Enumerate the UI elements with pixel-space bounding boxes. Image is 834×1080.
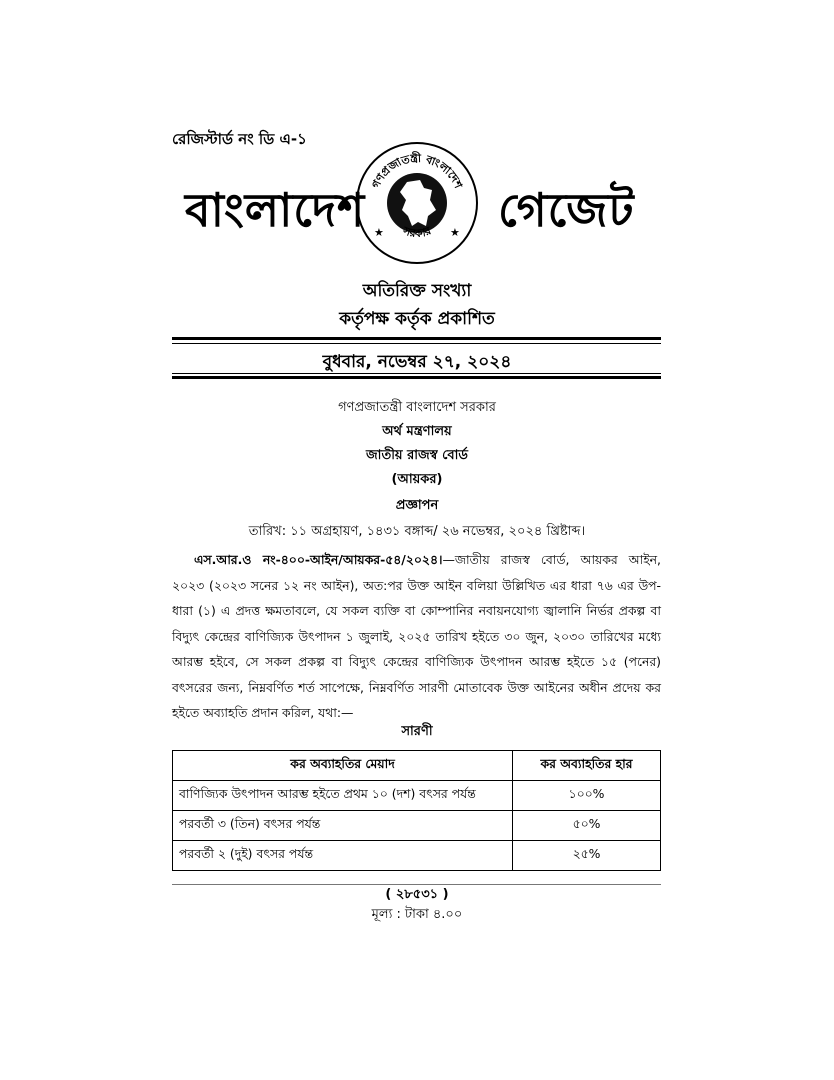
seal-star-icon: ★ [450,226,460,239]
gazette-title-right: গেজেট [498,183,635,237]
exemption-table [172,750,661,871]
notice-body [172,547,661,726]
table-row [173,811,661,841]
header-rule-bottom-thin [172,373,661,374]
table-cell-period: পরবর্তী ২ (দুই) বৎসর পর্যন্ত [173,841,513,871]
issue-date: বুধবার, নভেম্বর ২৭, ২০২৪ [322,352,512,372]
header-rule-bottom [172,376,661,379]
table-row [173,781,661,811]
table-cell-rate: ১০০% [513,781,661,811]
gazette-title-left: বাংলাদেশ [185,183,366,237]
header-rule-top-thin [172,343,661,344]
table-row [173,841,661,871]
board-name: জাতীয় রাজস্ব বোর্ড [366,448,468,463]
sro-number: এস.আর.ও নং-৪০০-আইন/আয়কর-৫৪/২০২৪। [194,552,443,567]
publisher-authority: কর্তৃপক্ষ কর্তৃক প্রকাশিত [339,309,495,329]
table-cell-period: পরবর্তী ৩ (তিন) বৎসর পর্যন্ত [173,811,513,841]
government-name: গণপ্রজাতন্ত্রী বাংলাদেশ সরকার [338,400,496,415]
header-rule-top [172,337,661,340]
notice-heading: প্রজ্ঞাপন [395,498,439,513]
government-seal-icon [354,140,480,266]
seal-star-icon: ★ [374,226,384,239]
extra-issue-label: অতিরিক্ত সংখ্যা [362,281,472,301]
table-caption: সারণী [401,724,433,739]
page-number: ( ২৮৫৩১ ) [385,887,449,902]
registration-number: রেজিস্টার্ড নং ডি এ-১ [172,130,307,148]
ministry-name: অর্থ মন্ত্রণালয় [382,424,452,439]
table-cell-period: বাণিজ্যিক উৎপাদন আরম্ভ হইতে প্রথম ১০ (দশ) বৎসর পর্যন্ত [173,781,513,811]
table-header-rate: কর অব্যাহতির হার [513,751,661,781]
table-cell-rate: ৫০% [513,811,661,841]
notice-body-text: —জাতীয় রাজস্ব বোর্ড, আয়কর আইন, ২০২৩ (২০২৩ সনের ১২ নং আইন), অত:পর উক্ত আইন বলিয়া উল্লিখিত এর ধারা ৭৬ এর উপ-ধারা (১) এ প্রদত্ত ক্ষমতাবলে, যে সকল ব্যক্তি বা কোম্পানির নবায়নযোগ্য জ্বালানি নির্ভর প্রকল্প বা বিদ্যুৎ কেন্দ্রের বাণিজ্যিক উৎপাদন ১ জুলাই, ২০২৫ তারিখ হইতে ৩০ জুন, ২০৩০ তারিখের মধ্যে আরম্ভ হইবে, সে সকল প্রকল্প বা বিদ্যুৎ কেন্দ্রের বাণিজ্যিক উৎপাদন আরম্ভ হইতে ১৫ (পনের) বৎসরের জন্য, নিম্নবর্ণিত শর্ত সাপেক্ষে, নিম্নবর্ণিত সারণী মোতাবেক উক্ত আইনের অধীন প্রদেয় কর হইতে অব্যাহতি প্রদান করিল, যথা:— [172,552,661,720]
division-name: (আয়কর) [391,472,443,487]
table-header-row [173,751,661,781]
notice-date: তারিখ: ১১ অগ্রহায়ণ, ১৪৩১ বঙ্গাব্দ/ ২৬ নভেম্বর, ২০২৪ খ্রিষ্টাব্দ। [248,524,586,539]
seal-top-text: গণপ্রজাতন্ত্রী বাংলাদেশ [369,151,465,191]
table-header-period: কর অব্যাহতির মেয়াদ [173,751,513,781]
table-cell-rate: ২৫% [513,841,661,871]
seal-bottom-text: সরকার [401,224,433,241]
price-label: মূল্য : টাকা ৪.০০ [371,907,463,922]
